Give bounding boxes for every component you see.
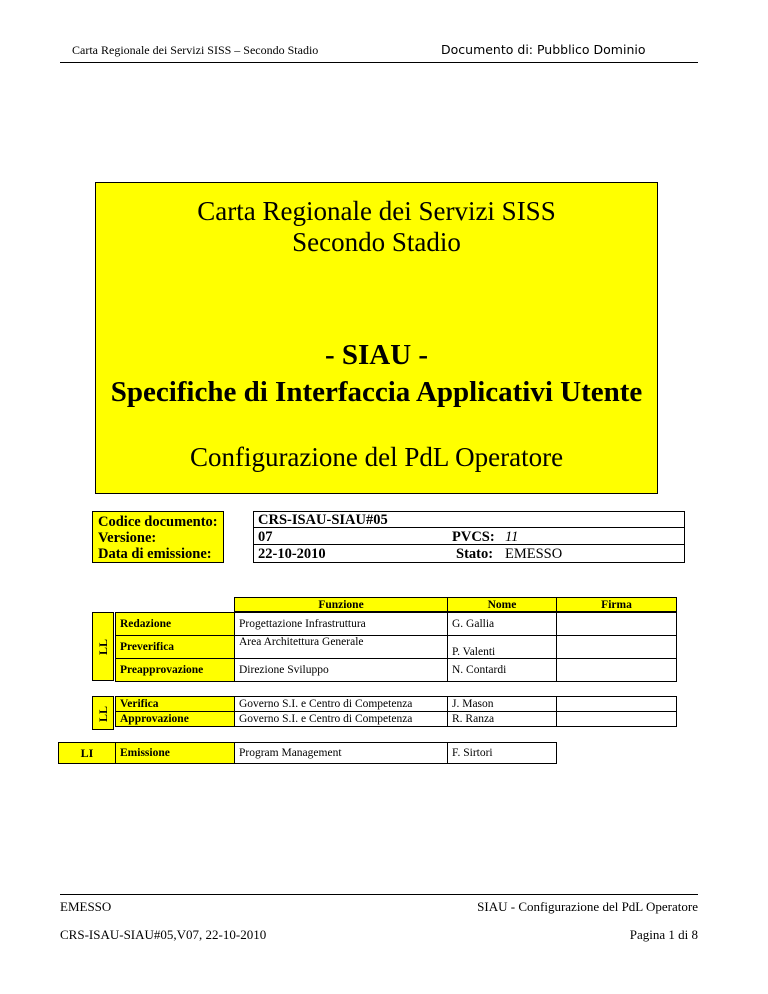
- signature-group3: [58, 742, 557, 764]
- cover-title: [95, 196, 658, 258]
- nome-cell: N. Contardi: [448, 659, 557, 682]
- role-cell: Preapprovazione: [116, 659, 235, 682]
- table-row: [116, 659, 677, 682]
- firma-cell: [557, 613, 677, 636]
- signature-header-row: [234, 597, 677, 612]
- pvcs-value: 11: [505, 529, 519, 545]
- version-label: Versione:: [98, 530, 157, 546]
- funzione-cell: Area Architettura Generale: [235, 636, 448, 659]
- signature-group2: [115, 696, 677, 727]
- funzione-cell: Progettazione Infrastruttura: [235, 613, 448, 636]
- version-value: 07: [258, 529, 273, 545]
- role-cell: Verifica: [116, 697, 235, 712]
- cover-subtitle-line2: Specifiche di Interfaccia Applicativi Utente: [110, 376, 643, 408]
- role-cell: Preverifica: [116, 636, 235, 659]
- nome-cell: G. Gallia: [448, 613, 557, 636]
- stato-value: EMESSO: [505, 546, 563, 562]
- role-cell: Approvazione: [116, 712, 235, 727]
- footer-rule: [60, 894, 698, 895]
- footer-title: SIAU - Configurazione del PdL Operatore: [477, 899, 698, 914]
- table-row: [116, 712, 677, 727]
- firma-cell: [557, 636, 677, 659]
- group3-tag: LI: [59, 743, 116, 764]
- col-firma-header: Firma: [557, 598, 677, 612]
- date-value: 22-10-2010: [258, 546, 326, 562]
- col-funzione-header: Funzione: [235, 598, 448, 612]
- header-right-text: Documento di: Pubblico Dominio: [441, 42, 646, 57]
- funzione-cell: Governo S.I. e Centro di Competenza: [235, 697, 448, 712]
- funzione-cell: Direzione Sviluppo: [235, 659, 448, 682]
- role-cell: Emissione: [116, 743, 235, 764]
- code-label: Codice documento:: [98, 514, 218, 530]
- cover-title-line1: Carta Regionale dei Servizi SISS: [197, 196, 556, 226]
- group1-tag-cell: [92, 612, 114, 681]
- group2-tag-cell: [92, 696, 114, 730]
- nome-cell: R. Ranza: [448, 712, 557, 727]
- firma-cell: [557, 659, 677, 682]
- group2-tag: LL: [96, 706, 110, 723]
- table-row: [116, 697, 677, 712]
- cover-title-line2: Secondo Stadio: [292, 227, 461, 257]
- funzione-cell: Program Management: [235, 743, 448, 764]
- header-rule: [60, 62, 698, 63]
- footer-status: EMESSO: [60, 899, 112, 914]
- col-nome-header: Nome: [448, 598, 557, 612]
- role-cell: Redazione: [116, 613, 235, 636]
- cover-subtitle-line1: - SIAU -: [324, 339, 429, 371]
- nome-cell: J. Mason: [448, 697, 557, 712]
- footer-page: Pagina 1 di 8: [629, 927, 698, 942]
- table-row: [59, 743, 557, 764]
- nome-cell: P. Valenti: [448, 636, 557, 659]
- table-row: [116, 613, 677, 636]
- header-left-text: Carta Regionale dei Servizi SISS – Secondo Stadio: [72, 43, 319, 57]
- signature-group1: [115, 612, 677, 682]
- cover-document-topic: Configurazione del PdL Operatore: [189, 442, 564, 472]
- date-label: Data di emissione:: [98, 546, 212, 562]
- stato-label: Stato:: [456, 546, 494, 562]
- firma-cell: [557, 712, 677, 727]
- code-value: CRS-ISAU-SIAU#05: [258, 512, 388, 528]
- group1-tag: LL: [96, 639, 110, 656]
- table-row: [116, 636, 677, 659]
- firma-cell: [557, 697, 677, 712]
- cover-subtitle: [95, 337, 658, 411]
- footer-doc-ref: CRS-ISAU-SIAU#05,V07, 22-10-2010: [60, 927, 267, 942]
- pvcs-label: PVCS:: [452, 529, 495, 545]
- funzione-cell: Governo S.I. e Centro di Competenza: [235, 712, 448, 727]
- nome-cell: F. Sirtori: [448, 743, 557, 764]
